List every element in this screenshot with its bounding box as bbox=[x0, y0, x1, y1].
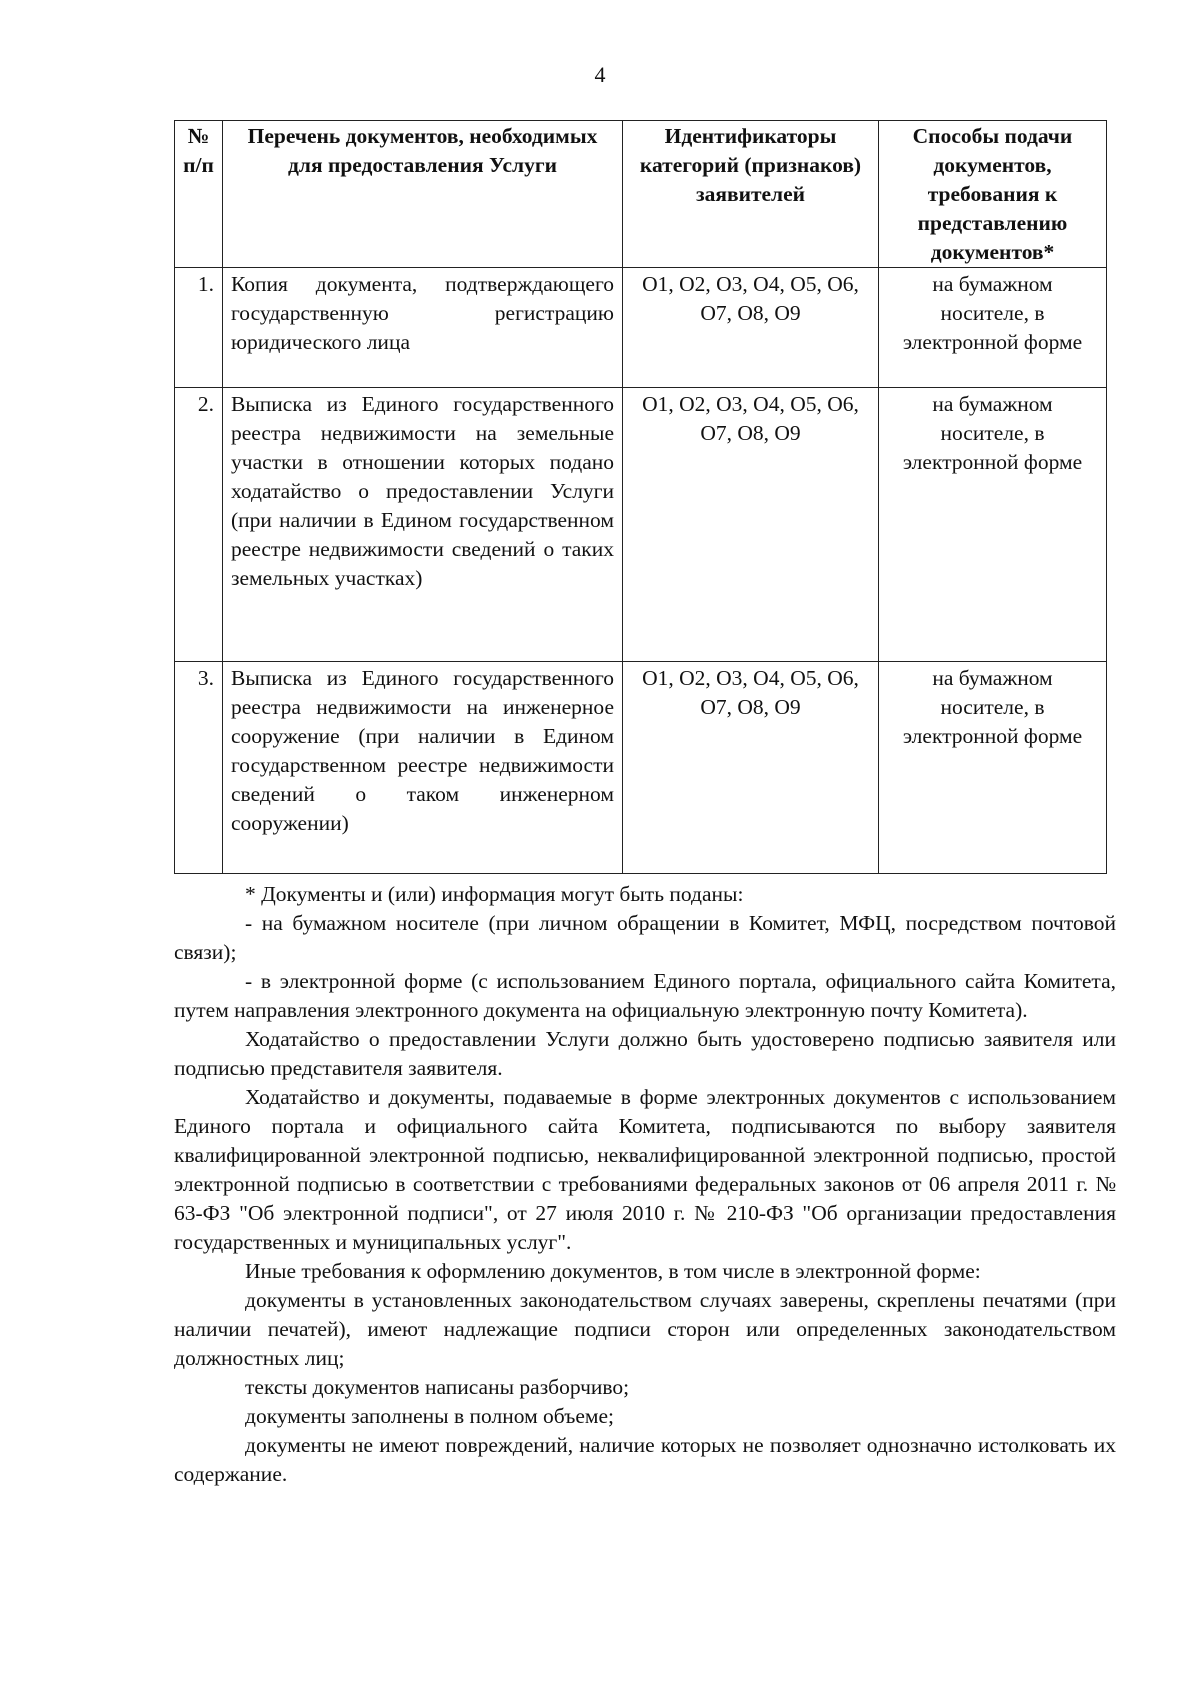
row-document: Выписка из Единого государственного реестра недвижимости на земельные участки в отношении которых подано ходатайство о предоставлении Услуги (при наличии в Едином государственном реестре недвижимости сведений о таких земельных участках) bbox=[223, 388, 623, 662]
requirement-undamaged: документы не имеют повреждений, наличие которых не позволяет однозначно истолковать их содержание. bbox=[174, 1433, 1116, 1486]
row-methods: на бумажном носителе, в электронной форме bbox=[879, 388, 1107, 662]
row-number: 2. bbox=[175, 388, 223, 662]
header-submission-methods: Способы подачи документов, требования к представлению документов* bbox=[879, 121, 1107, 268]
signature-requirement: Ходатайство о предоставлении Услуги должно быть удостоверено подписью заявителя или подписью представителя заявителя. bbox=[174, 1027, 1116, 1080]
documents-table bbox=[174, 120, 1107, 874]
row-identifiers: О1, О2, О3, О4, О5, О6, О7, О8, О9 bbox=[623, 388, 879, 662]
row-identifiers: О1, О2, О3, О4, О5, О6, О7, О8, О9 bbox=[623, 662, 879, 874]
row-methods: на бумажном носителе, в электронной форме bbox=[879, 662, 1107, 874]
electronic-signature-paragraph: Ходатайство и документы, подаваемые в форме электронных документов с использованием Единого портала и официального сайта Комитета, подписываются по выбору заявителя квалифицированной электронной подписью, неквалифицированной электронной подписью, простой электронной подписью в соответствии с требованиями федеральных законов от 06 апреля 2011 г. № 63-ФЗ "Об электронной подписи", от 27 июля 2010 г. № 210-ФЗ "Об организации предоставления государственных и муниципальных услуг". bbox=[174, 1085, 1116, 1254]
header-identifiers: Идентификаторы категорий (признаков) заявителей bbox=[623, 121, 879, 268]
requirement-certified: документы в установленных законодательством случаях заверены, скреплены печатями (при наличии печатей), имеют надлежащие подписи сторон или определенных законодательством должностных лиц; bbox=[174, 1288, 1116, 1370]
row-methods: на бумажном носителе, в электронной форме bbox=[879, 268, 1107, 388]
requirement-complete: документы заполнены в полном объеме; bbox=[245, 1404, 614, 1428]
footnote-intro: * Документы и (или) информация могут быть поданы: bbox=[245, 882, 744, 906]
table-row bbox=[175, 388, 1107, 662]
row-identifiers: О1, О2, О3, О4, О5, О6, О7, О8, О9 bbox=[623, 268, 879, 388]
row-document: Копия документа, подтверждающего государственную регистрацию юридического лица bbox=[223, 268, 623, 388]
table-row bbox=[175, 662, 1107, 874]
header-number: № п/п bbox=[175, 121, 223, 268]
row-number: 1. bbox=[175, 268, 223, 388]
row-number: 3. bbox=[175, 662, 223, 874]
page-number: 4 bbox=[594, 62, 606, 87]
body-text bbox=[174, 880, 1116, 1489]
row-document: Выписка из Единого государственного реестра недвижимости на инженерное сооружение (при наличии в Едином государственном реестре недвижимости сведений о таком инженерном сооружении) bbox=[223, 662, 623, 874]
table-header-row bbox=[175, 121, 1107, 268]
footnote-electronic-method: - в электронной форме (с использованием Единого портала, официального сайта Комитета, путем направления электронного документа на официальную электронную почту Комитета). bbox=[174, 969, 1116, 1022]
footnote-paper-method: - на бумажном носителе (при личном обращении в Комитет, МФЦ, посредством почтовой связи); bbox=[174, 911, 1116, 964]
table-row bbox=[175, 268, 1107, 388]
other-requirements-intro: Иные требования к оформлению документов, в том числе в электронной форме: bbox=[245, 1259, 981, 1283]
header-document-list: Перечень документов, необходимых для предоставления Услуги bbox=[223, 121, 623, 268]
requirement-legible: тексты документов написаны разборчиво; bbox=[245, 1375, 630, 1399]
